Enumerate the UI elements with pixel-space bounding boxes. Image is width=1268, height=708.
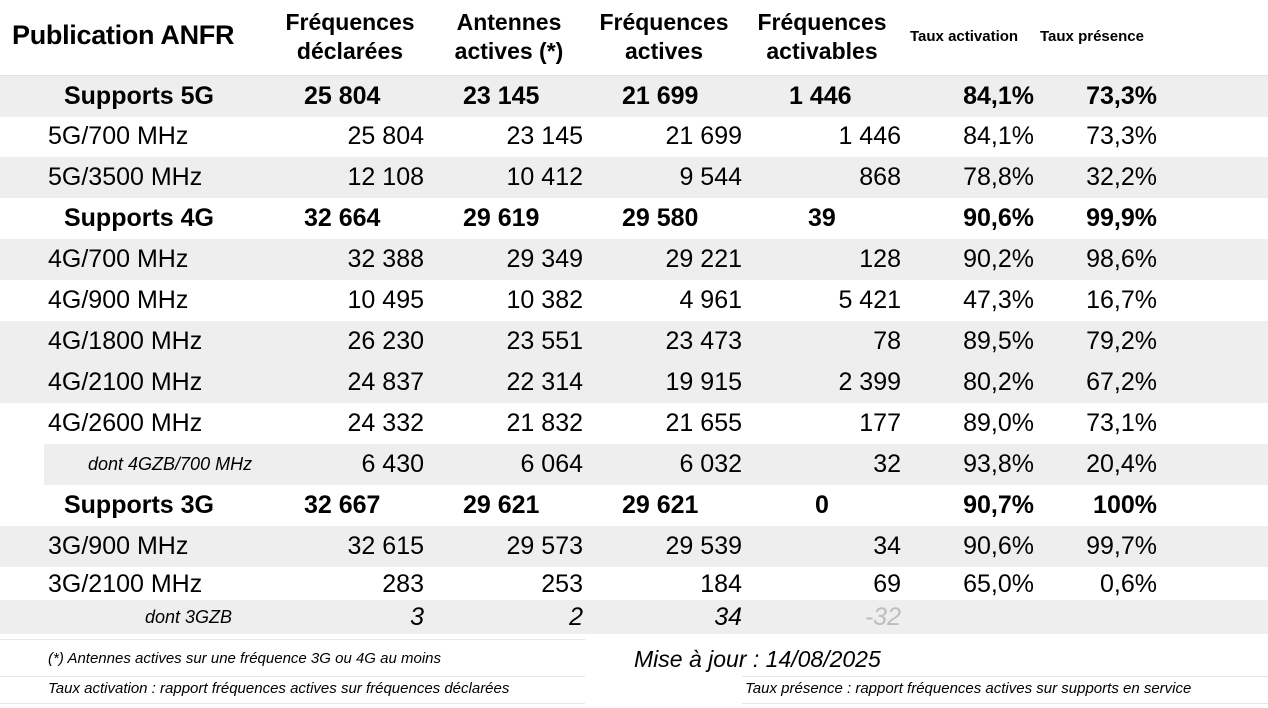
cell-frequences-actives: 29 539: [665, 532, 742, 560]
cell-antennes-actives: 253: [541, 570, 583, 598]
header-frequences-actives: Fréquences actives: [599, 9, 729, 64]
cell-frequences-actives: 29 621: [622, 491, 699, 519]
row-label: 4G/2600 MHz: [48, 409, 203, 437]
cell-frequences-actives: 23 473: [665, 327, 742, 355]
cell-frequences-actives: 21 655: [665, 409, 742, 437]
cell-frequences-activables: 0: [815, 491, 829, 519]
cell-antennes-actives: 29 621: [463, 491, 540, 519]
cell-frequences-actives: 21 699: [665, 122, 742, 150]
cell-frequences-actives: 29 221: [665, 245, 742, 273]
cell-taux-presence: 16,7%: [1086, 286, 1157, 314]
cell-taux-activation: 84,1%: [963, 82, 1034, 110]
cell-taux-presence: 79,2%: [1086, 327, 1157, 355]
divider: [0, 676, 585, 677]
table-row-supports-4g: [0, 198, 1268, 239]
cell-frequences-declarees: 26 230: [347, 327, 424, 355]
row-label: dont 4GZB/700 MHz: [88, 454, 253, 474]
cell-taux-presence: 67,2%: [1086, 368, 1157, 396]
cell-taux-activation: 90,2%: [963, 245, 1034, 273]
cell-frequences-declarees: 283: [382, 570, 424, 598]
cell-frequences-declarees: 32 664: [304, 204, 381, 232]
row-label: 4G/1800 MHz: [48, 327, 203, 355]
cell-frequences-declarees: 10 495: [347, 286, 424, 314]
cell-taux-presence: 73,1%: [1086, 409, 1157, 437]
cell-frequences-activables: 32: [873, 450, 901, 478]
table-row-dont-4gzb-700: [0, 444, 1268, 485]
table-row-supports-5g: [0, 75, 1268, 117]
table-row-4g-2600: [0, 403, 1268, 444]
cell-frequences-activables: 868: [859, 163, 901, 191]
table-row-dont-3gzb: [0, 600, 1268, 634]
cell-frequences-declarees: 24 837: [347, 368, 424, 396]
row-label: dont 3GZB: [145, 607, 233, 627]
cell-frequences-declarees: 24 332: [347, 409, 424, 437]
cell-taux-activation: 84,1%: [963, 122, 1034, 150]
cell-frequences-actives: 21 699: [622, 82, 699, 110]
cell-antennes-actives: 29 619: [463, 204, 540, 232]
definition-taux-presence: Taux présence : rapport fréquences actives sur supports en service: [745, 680, 1192, 697]
cell-taux-activation: 93,8%: [963, 450, 1034, 478]
cell-frequences-actives: 19 915: [665, 368, 742, 396]
table-row-4g-700: [0, 239, 1268, 280]
footnote-antennes: (*) Antennes actives sur une fréquence 3G ou 4G au moins: [48, 650, 441, 667]
cell-frequences-declarees: 32 615: [347, 532, 424, 560]
cell-frequences-activables: 34: [873, 532, 901, 560]
header-taux-activation: Taux activation: [910, 28, 1019, 45]
cell-frequences-activables: 78: [873, 327, 901, 355]
cell-taux-activation: 65,0%: [963, 570, 1034, 598]
row-label: Supports 4G: [63, 204, 214, 232]
row-label: 3G/2100 MHz: [48, 570, 203, 598]
header-frequences-activables: Fréquences activables: [757, 9, 887, 64]
cell-taux-activation: 89,5%: [963, 327, 1034, 355]
cell-taux-activation: 90,6%: [963, 204, 1034, 232]
divider: [0, 639, 585, 640]
row-label: Supports 3G: [63, 491, 214, 519]
cell-frequences-declarees: 25 804: [347, 122, 424, 150]
cell-frequences-activables: 128: [859, 245, 901, 273]
row-label: Supports 5G: [63, 82, 214, 110]
table-row-3g-900: [0, 526, 1268, 567]
update-date: Mise à jour : 14/08/2025: [634, 646, 881, 672]
row-label: 3G/900 MHz: [48, 532, 189, 560]
cell-taux-activation: 47,3%: [963, 286, 1034, 314]
cell-frequences-declarees: 25 804: [304, 82, 381, 110]
cell-frequences-actives: 6 032: [679, 450, 742, 478]
cell-frequences-activables: 39: [808, 204, 836, 232]
cell-antennes-actives: 6 064: [520, 450, 583, 478]
cell-frequences-declarees: 3: [410, 603, 424, 631]
header-frequences-declarees: Fréquences déclarées: [285, 9, 415, 64]
cell-taux-activation: 90,7%: [963, 491, 1034, 519]
cell-taux-presence: 0,6%: [1100, 570, 1157, 598]
table-row-supports-3g: [0, 485, 1268, 526]
table-title: Publication ANFR: [12, 20, 235, 50]
cell-taux-presence: 98,6%: [1086, 245, 1157, 273]
cell-antennes-actives: 23 551: [506, 327, 583, 355]
cell-taux-presence: 73,3%: [1086, 122, 1157, 150]
cell-frequences-activables: -32: [864, 603, 901, 631]
row-label: 5G/700 MHz: [48, 122, 189, 150]
cell-frequences-activables: 2 399: [838, 368, 901, 396]
divider: [742, 676, 1268, 677]
cell-taux-activation: 78,8%: [963, 163, 1034, 191]
row-label: 5G/3500 MHz: [48, 163, 203, 191]
cell-antennes-actives: 23 145: [506, 122, 583, 150]
cell-antennes-actives: 29 349: [506, 245, 583, 273]
header-taux-presence: Taux présence: [1040, 28, 1144, 45]
cell-taux-presence: 20,4%: [1086, 450, 1157, 478]
cell-frequences-actives: 29 580: [622, 204, 699, 232]
cell-frequences-actives: 34: [714, 603, 742, 631]
cell-frequences-activables: 5 421: [838, 286, 901, 314]
cell-taux-activation: 89,0%: [963, 409, 1034, 437]
cell-frequences-actives: 9 544: [679, 163, 742, 191]
cell-antennes-actives: 22 314: [506, 368, 583, 396]
cell-frequences-actives: 4 961: [679, 286, 742, 314]
cell-frequences-activables: 69: [873, 570, 901, 598]
table-row-3g-2100: [0, 566, 1268, 600]
table-row-4g-2100: [0, 362, 1268, 403]
cell-frequences-declarees: 32 667: [304, 491, 381, 519]
cell-taux-presence: 100%: [1093, 491, 1157, 519]
cell-taux-activation: 90,6%: [963, 532, 1034, 560]
cell-antennes-actives: 2: [569, 603, 583, 631]
cell-frequences-declarees: 6 430: [361, 450, 424, 478]
cell-taux-presence: 99,7%: [1086, 532, 1157, 560]
cell-antennes-actives: 23 145: [463, 82, 540, 110]
cell-antennes-actives: 10 382: [506, 286, 583, 314]
cell-frequences-activables: 1 446: [789, 82, 852, 110]
cell-frequences-activables: 177: [859, 409, 901, 437]
cell-taux-presence: 32,2%: [1086, 163, 1157, 191]
row-label: 4G/900 MHz: [48, 286, 189, 314]
cell-taux-activation: 80,2%: [963, 368, 1034, 396]
cell-antennes-actives: 10 412: [506, 163, 583, 191]
table-row-5g-3500: [0, 157, 1268, 198]
table-row-4g-1800: [0, 321, 1268, 362]
cell-frequences-activables: 1 446: [838, 122, 901, 150]
row-label: 4G/700 MHz: [48, 245, 189, 273]
cell-frequences-actives: 184: [700, 570, 742, 598]
divider: [0, 703, 585, 704]
cell-taux-presence: 99,9%: [1086, 204, 1157, 232]
table-row-4g-900: [0, 280, 1268, 321]
table-row-5g-700: [0, 116, 1268, 157]
cell-frequences-declarees: 12 108: [347, 163, 424, 191]
row-label: 4G/2100 MHz: [48, 368, 203, 396]
definition-taux-activation: Taux activation : rapport fréquences actives sur fréquences déclarées: [48, 680, 510, 697]
cell-frequences-declarees: 32 388: [347, 245, 424, 273]
cell-antennes-actives: 29 573: [506, 532, 583, 560]
divider: [742, 703, 1268, 704]
header-antennes-actives: Antennes actives (*): [454, 9, 564, 64]
cell-antennes-actives: 21 832: [506, 409, 583, 437]
cell-taux-presence: 73,3%: [1086, 82, 1157, 110]
